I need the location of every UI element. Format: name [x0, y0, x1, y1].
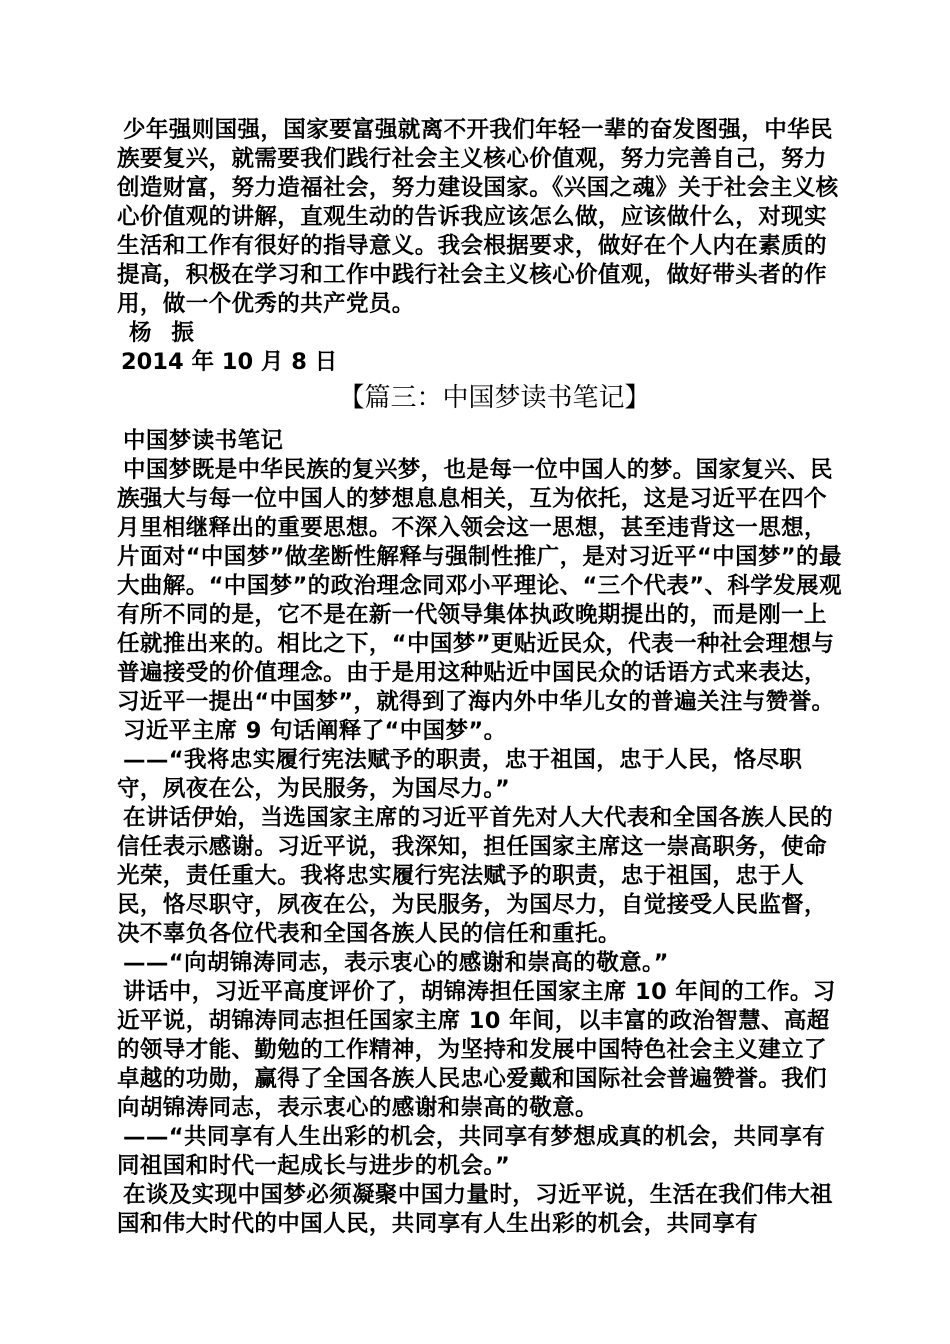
section-title: 【篇三：中国梦读书笔记】	[338, 383, 651, 413]
subtitle: 中国梦读书笔记	[123, 428, 284, 454]
signature-name: 杨 振	[129, 320, 200, 346]
body-paragraph: 习近平主席 9 句话阐释了“中国梦”。	[123, 718, 507, 744]
signature-date: 2014 年 10 月 8 日	[121, 349, 338, 375]
quote-paragraph: ——“我将忠实履行宪法赋予的职责，忠于祖国，忠于人民，恪尽职守，夙夜在公，为民服务，为国尽力。”	[117, 747, 803, 802]
quote-paragraph: ——“向胡锦涛同志，表示衷心的感谢和崇高的敬意。”	[123, 950, 669, 976]
body-paragraph: 在讲话伊始，当选国家主席的习近平首先对人大代表和全国各族人民的信任表示感谢。习近平说，我深知，担任国家主席这一崇高职务，使命光荣，责任重大。我将忠实履行宪法赋予的职责，忠于祖国，忠于人民，恪尽职守，夙夜在公，为民服务，为国尽力，自觉接受人民监督，决不辜负各位代表和全国各族人民的信任和重托。	[117, 805, 833, 947]
body-paragraph: 在谈及实现中国梦必须凝聚中国力量时，习近平说，生活在我们伟大祖国和伟大时代的中国人民，共同享有人生出彩的机会，共同享有	[117, 1182, 833, 1237]
quote-paragraph: ——“共同享有人生出彩的机会，共同享有梦想成真的机会，共同享有同祖国和时代一起成长与进步的机会。”	[117, 1124, 826, 1179]
intro-paragraph: 少年强则国强，国家要富强就离不开我们年轻一辈的奋发图强，中华民族要复兴，就需要我们践行社会主义核心价值观，努力完善自己，努力创造财富，努力造福社会，努力建设国家。《兴国之魂》关于社会主义核心价值观的讲解，直观生动的告诉我应该怎么做，应该做什么，对现实生活和工作有很好的指导意义。我会根据要求，做好在个人内在素质的提高，积极在学习和工作中践行社会主义核心价值观，做好带头者的作用，做一个优秀的共产党员。	[117, 117, 839, 317]
document-content	[117, 116, 842, 1239]
body-paragraph: 中国梦既是中华民族的复兴梦，也是每一位中国人的梦。国家复兴、民族强大与每一位中国人的梦想息息相关，互为依托，这是习近平在四个月里相继释出的重要思想。不深入领会这一思想，甚至违背这一思想，片面对“中国梦”做垄断性解释与强制性推广，是对习近平“中国梦”的最大曲解。“中国梦”的政治理念同邓小平理论、“三个代表”、科学发展观有所不同的是，它不是在新一代领导集体执政晚期提出的，而是刚一上任就推出来的。相比之下，“中国梦”更贴近民众，代表一种社会理想与普遍接受的价值理念。由于是用这种贴近中国民众的话语方式来表达，习近平一提出“中国梦”，就得到了海内外中华儿女的普遍关注与赞誉。	[117, 457, 842, 715]
body-paragraph: 讲话中，习近平高度评价了，胡锦涛担任国家主席 10 年间的工作。习近平说，胡锦涛同志担任国家主席 10 年间，以丰富的政治智慧、高超的领导才能、勤勉的工作精神，为坚持和发展中国特色社会主义建立了卓越的功勋，赢得了全国各族人民忠心爱戴和国际社会普遍赞誉。我们向胡锦涛同志，表示衷心的感谢和崇高的敬意。	[117, 979, 836, 1121]
